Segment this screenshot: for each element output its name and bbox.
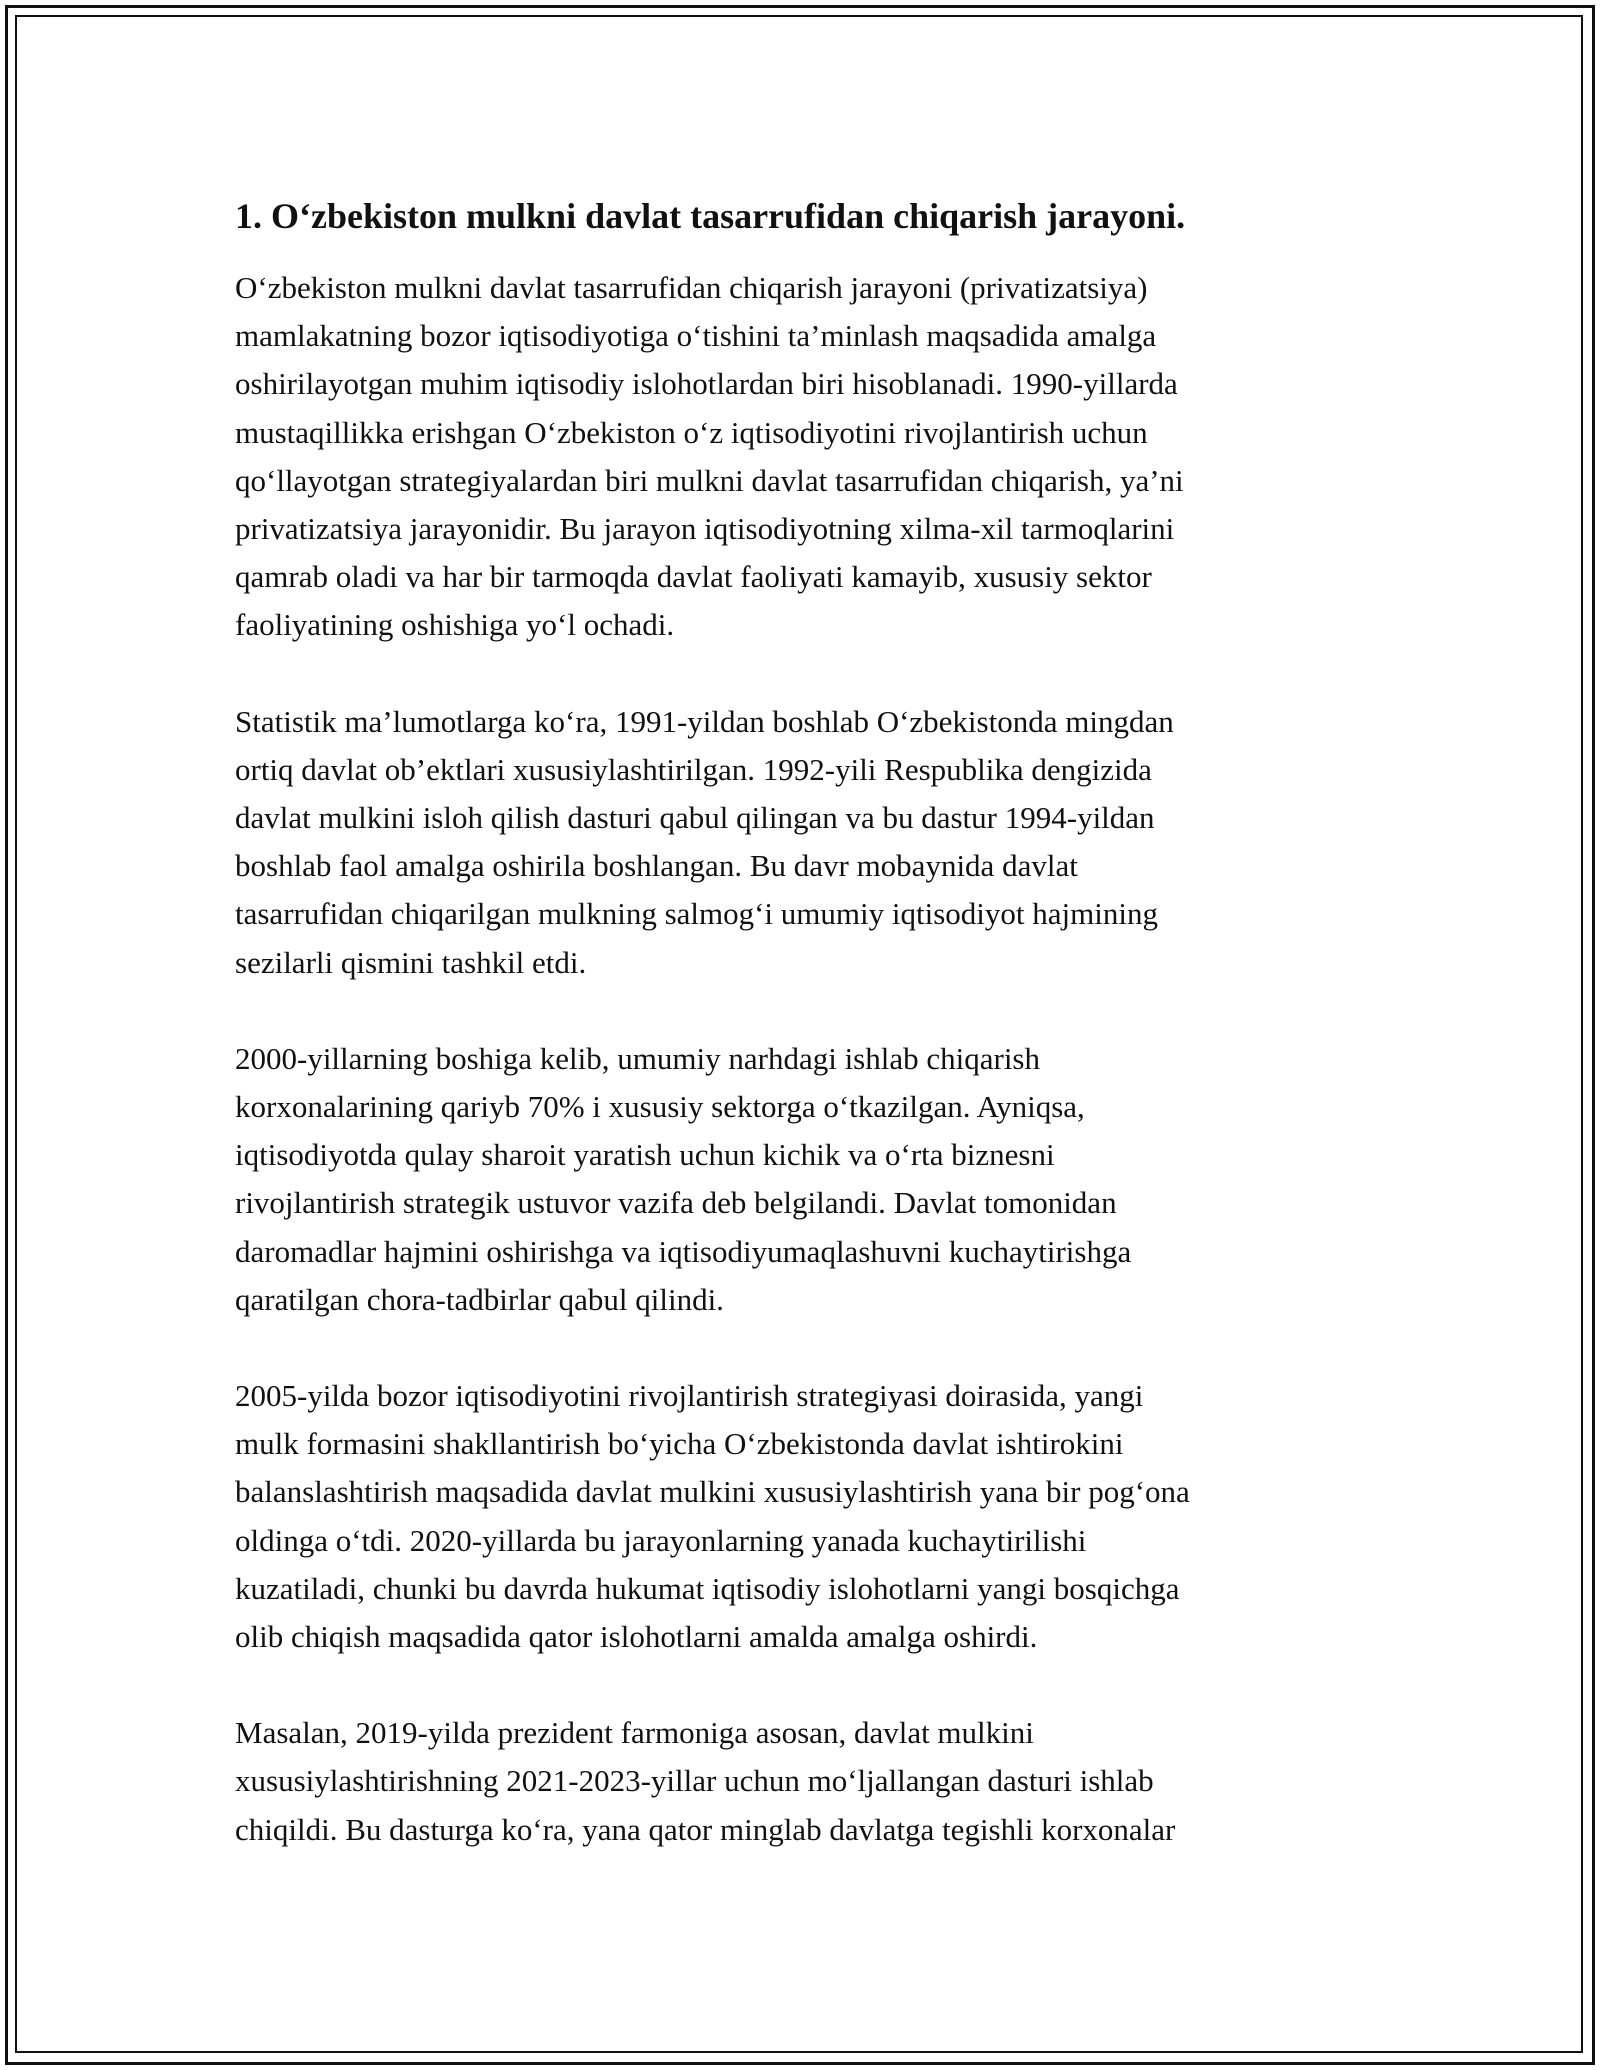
text-line: ortiq davlat ob’ektlari xususiylashtirilgan. 1992-yili Respublika dengizida	[235, 751, 1152, 787]
paragraph	[235, 1709, 1375, 1854]
text-line: 2005-yilda bozor iqtisodiyotini rivojlantirish strategiyasi doirasida, yangi	[235, 1378, 1144, 1414]
text-line: mustaqillikka erishgan O‘zbekiston o‘z iqtisodiyotini rivojlantirish uchun	[235, 414, 1148, 450]
paragraph	[235, 698, 1375, 987]
text-line: O‘zbekiston mulkni davlat tasarrufidan chiqarish jarayoni (privatizatsiya)	[235, 270, 1148, 305]
text-line: boshlab faol amalga oshirila boshlangan. Bu davr mobaynida davlat	[235, 848, 1078, 884]
text-line: xususiylashtirishning 2021-2023-yillar uchun mo‘ljallangan dasturi ishlab	[235, 1763, 1154, 1799]
paragraph	[235, 264, 1375, 650]
text-line: tasarrufidan chiqarilgan mulkning salmog‘i umumiy iqtisodiyot hajmining	[235, 896, 1158, 932]
text-line: kuzatiladi, chunki bu davrda hukumat iqtisodiy islohotlarni yangi bosqichga	[235, 1570, 1180, 1606]
paragraph-list	[235, 264, 1375, 1854]
paragraph	[235, 1035, 1375, 1324]
text-line: privatizatsiya jarayonidir. Bu jarayon iqtisodiyotning xilma-xil tarmoqlarini	[235, 511, 1175, 547]
text-line: Statistik ma’lumotlarga ko‘ra, 1991-yildan boshlab O‘zbekistonda mingdan	[235, 703, 1174, 739]
text-line: iqtisodiyotda qulay sharoit yaratish uchun kichik va o‘rta biznesni	[235, 1137, 1055, 1173]
text-line: davlat mulkini isloh qilish dasturi qabul qilingan va bu dastur 1994-yildan	[235, 800, 1155, 836]
text-line: Masalan, 2019-yilda prezident farmoniga asosan, davlat mulkini	[235, 1715, 1034, 1751]
text-line: mulk formasini shakllantirish bo‘yicha O‘zbekistonda davlat ishtirokini	[235, 1426, 1124, 1462]
text-line: rivojlantirish strategik ustuvor vazifa deb belgilandi. Davlat tomonidan	[235, 1185, 1117, 1221]
text-line: olib chiqish maqsadida qator islohotlarni amalda amalga oshirdi.	[235, 1619, 1038, 1655]
text-line: balanslashtirish maqsadida davlat mulkini xususiylashtirish yana bir pog‘ona	[235, 1474, 1190, 1510]
text-line: qamrab oladi va har bir tarmoqda davlat faoliyati kamayib, xususiy sektor	[235, 559, 1152, 595]
text-line: faoliyatining oshishiga yo‘l ochadi.	[235, 607, 675, 643]
text-line: korxonalarining qariyb 70% i xususiy sektorga o‘tkazilgan. Ayniqsa,	[235, 1089, 1085, 1125]
text-line: daromadlar hajmini oshirishga va iqtisodiyumaqlashuvni kuchaytirishga	[235, 1233, 1132, 1269]
text-line: chiqildi. Bu dasturga ko‘ra, yana qator minglab davlatga tegishli korxonalar	[235, 1811, 1176, 1847]
paragraph	[235, 1372, 1375, 1661]
document-body	[235, 192, 1375, 1902]
text-line: oshirilayotgan muhim iqtisodiy islohotlardan biri hisoblanadi. 1990-yillarda	[235, 366, 1178, 402]
text-line: mamlakatning bozor iqtisodiyotiga o‘tishini ta’minlash maqsadida amalga	[235, 318, 1157, 354]
text-line: 2000-yillarning boshiga kelib, umumiy narhdagi ishlab chiqarish	[235, 1040, 1041, 1076]
text-line: qaratilgan chora-tadbirlar qabul qilindi.	[235, 1281, 724, 1317]
text-line: sezilarli qismini tashkil etdi.	[235, 944, 587, 980]
section-heading: 1. O‘zbekiston mulkni davlat tasarrufidan chiqarish jarayoni.	[235, 196, 1186, 236]
text-line: oldinga o‘tdi. 2020-yillarda bu jarayonlarning yanada kuchaytirilishi	[235, 1522, 1087, 1558]
text-line: qo‘llayotgan strategiyalardan biri mulkni davlat tasarrufidan chiqarish, ya’ni	[235, 462, 1184, 498]
